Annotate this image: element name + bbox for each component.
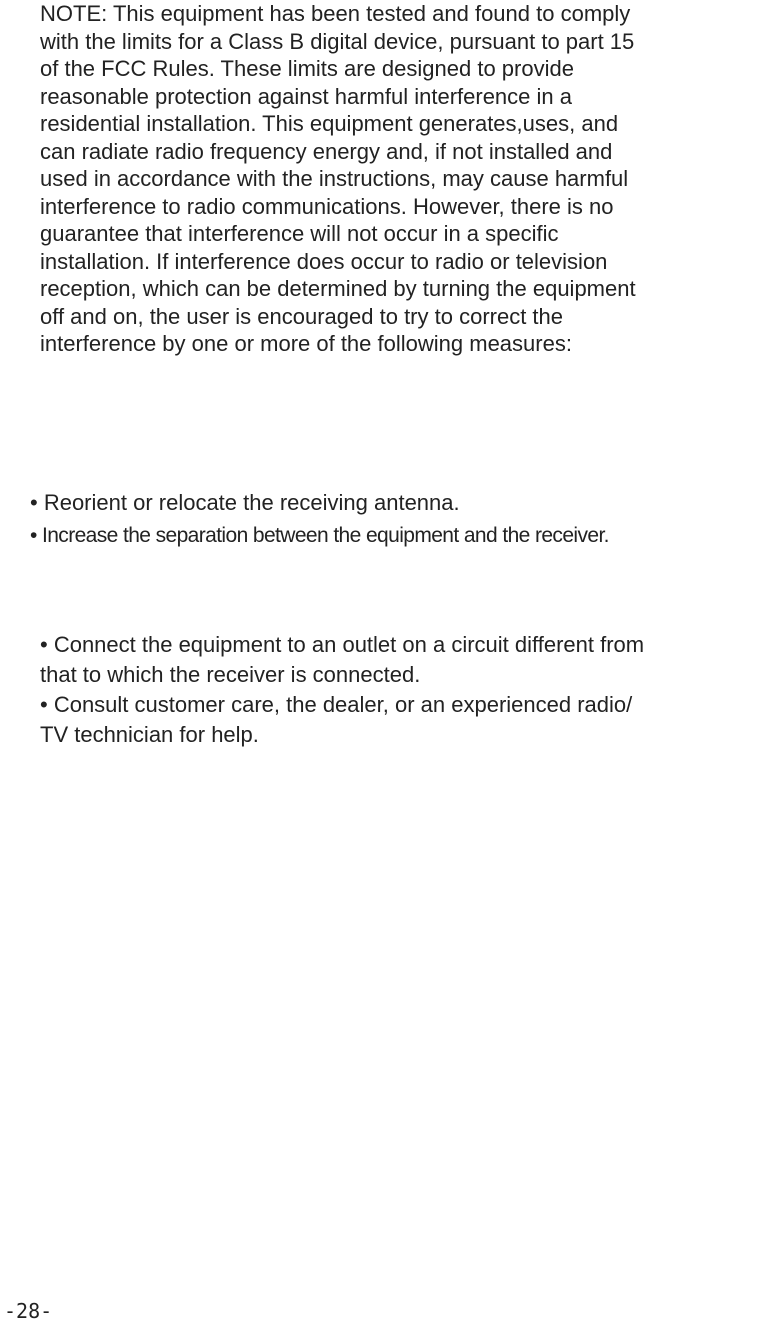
note-line: can radiate radio frequency energy and, if not installed and <box>40 138 613 164</box>
measure-connect-outlet: • Connect the equipment to an outlet on a circuit different from <box>40 632 645 657</box>
note-line: installation. If interference does occur to radio or television <box>40 248 608 274</box>
note-line: with the limits for a Class B digital device, pursuant to part 15 <box>40 28 635 54</box>
measures-list-second <box>40 630 764 750</box>
note-line: reasonable protection against harmful interference in a <box>40 83 572 109</box>
measure-consult-technician-continued: TV technician for help. <box>40 722 259 747</box>
note-line: off and on, the user is encouraged to try to correct the <box>40 303 564 329</box>
note-line: guarantee that interference will not occur in a specific <box>40 221 559 246</box>
measure-increase-separation: • Increase the separation between the equipment and the receiver. <box>30 524 609 547</box>
note-line: used in accordance with the instructions, may cause harmful <box>40 166 629 191</box>
measures-list-first <box>30 486 765 552</box>
measure-reorient-antenna: • Reorient or relocate the receiving antenna. <box>30 490 460 515</box>
note-line: residential installation. This equipment generates,uses, and <box>40 111 619 136</box>
fcc-note-paragraph <box>40 0 764 358</box>
note-line: reception, which can be determined by turning the equipment <box>40 276 636 301</box>
measure-consult-technician: • Consult customer care, the dealer, or an experienced radio/ <box>40 692 633 717</box>
measure-connect-outlet-continued: that to which the receiver is connected. <box>40 662 421 687</box>
note-line: NOTE: This equipment has been tested and found to comply <box>40 1 631 26</box>
note-line: interference by one or more of the following measures: <box>40 331 572 356</box>
note-line: of the FCC Rules. These limits are designed to provide <box>40 56 574 81</box>
note-line: interference to radio communications. However, there is no <box>40 193 614 219</box>
page-number: -28- <box>4 1299 53 1323</box>
